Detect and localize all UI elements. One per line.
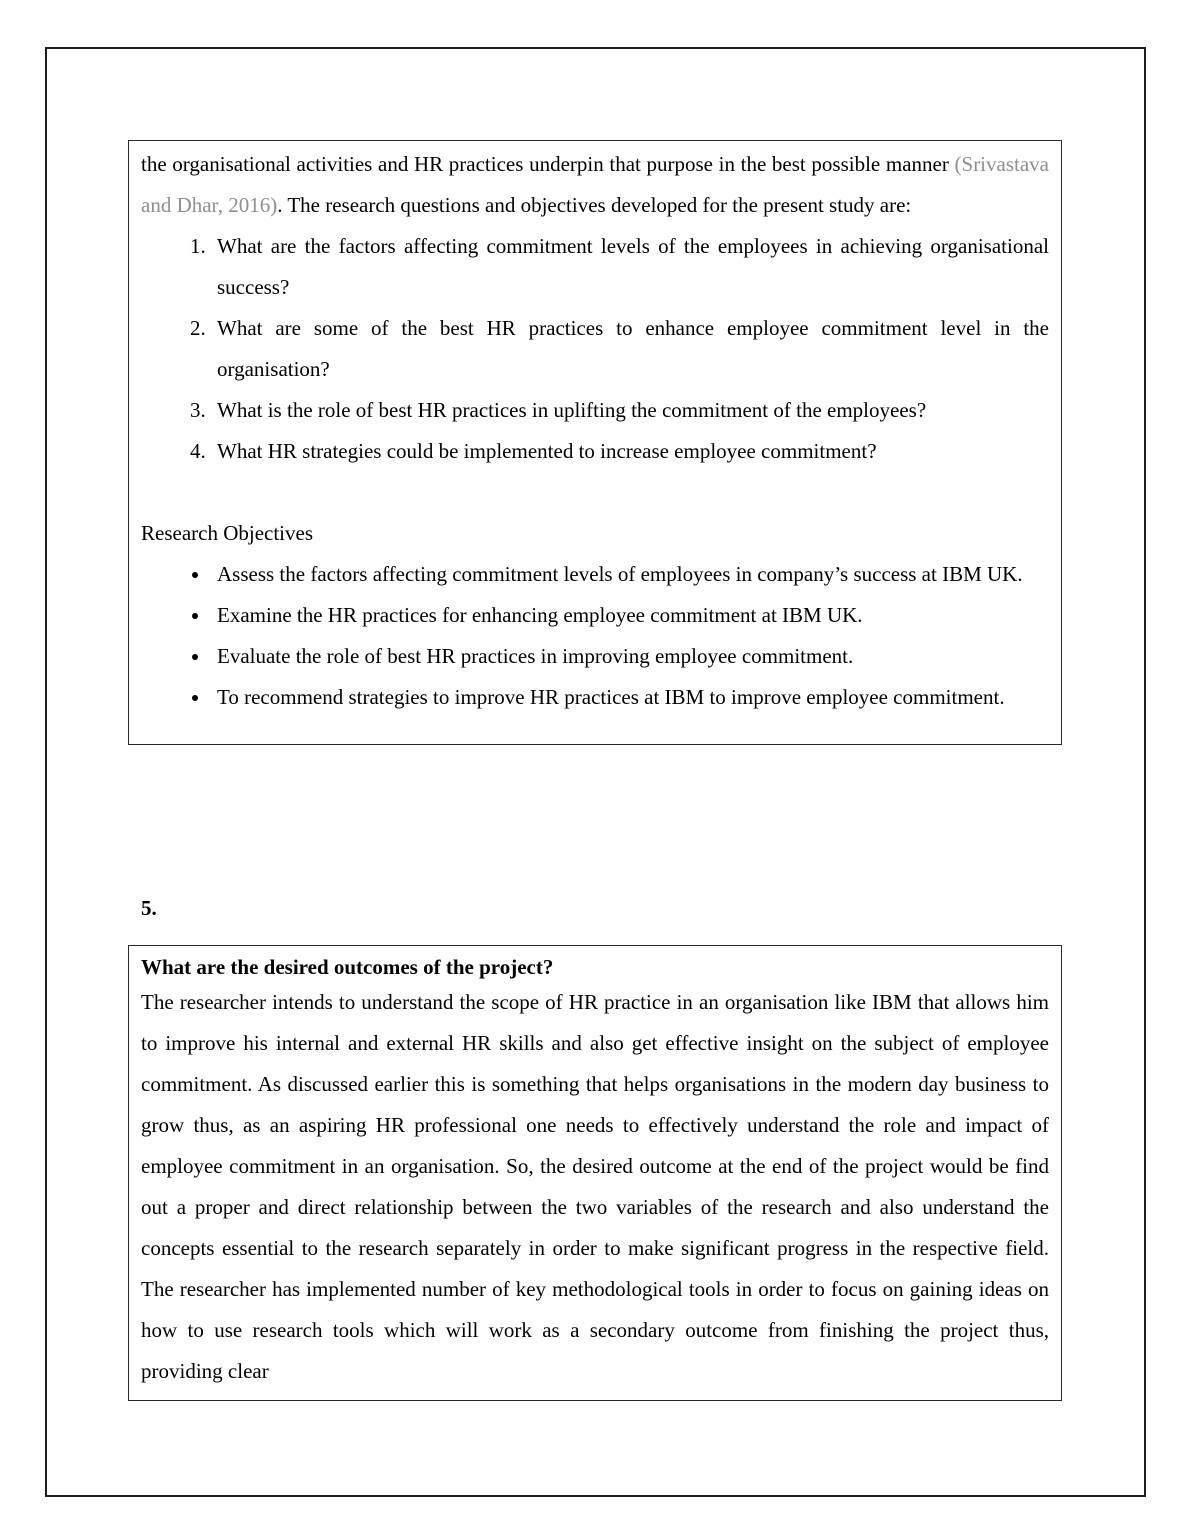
research-questions-list — [141, 226, 1049, 472]
research-question-item: 3. What is the role of best HR practices in uplifting the commitment of the employees? — [211, 390, 1049, 431]
desired-outcomes-box — [128, 945, 1062, 1401]
research-questions-box — [128, 140, 1062, 745]
research-objective-item: • Assess the factors affecting commitment levels of employees in company’s success at IBM UK. — [211, 554, 1049, 595]
research-question-item: 4. What HR strategies could be implemented to increase employee commitment? — [211, 431, 1049, 472]
section-number: 5. — [141, 896, 157, 920]
intro-text-after-citation: . The research questions and objectives developed for the present study are: — [277, 193, 912, 217]
research-question-item: 1. What are the factors affecting commitment levels of the employees in achieving organisational success? — [211, 226, 1049, 308]
research-objectives-list — [141, 554, 1049, 718]
research-objective-item: • Examine the HR practices for enhancing employee commitment at IBM UK. — [211, 595, 1049, 636]
research-objective-item: • Evaluate the role of best HR practices in improving employee commitment. — [211, 636, 1049, 677]
desired-outcomes-heading: What are the desired outcomes of the project? — [141, 955, 554, 979]
research-question-item: 2. What are some of the best HR practices to enhance employee commitment level in the organisation? — [211, 308, 1049, 390]
intro-text-before-citation: the organisational activities and HR practices underpin that purpose in the best possible manner — [141, 152, 955, 176]
research-objectives-heading: Research Objectives — [141, 521, 314, 545]
citation-text: (Srivastava and Dhar, 2016) — [141, 152, 1049, 217]
desired-outcomes-paragraph: The researcher intends to understand the scope of HR practice in an organisation like IBM that allows him to improve his internal and external HR skills and also get effective insight on the subject of employee commitment. As discussed earlier this is something that helps organisations in the modern day business to grow thus, as an aspiring HR professional one needs to effectively understand the role and impact of employee commitment in an organisation. So, the desired outcome at the end of the project would be find out a proper and direct relationship between the two variables of the research and also understand the concepts essential to the research separately in order to make significant progress in the respective field. The researcher has implemented number of key methodological tools in order to focus on gaining ideas on how to use research tools which will work as a secondary outcome from finishing the project thus, providing clear — [141, 990, 1049, 1383]
research-objective-item: • To recommend strategies to improve HR practices at IBM to improve employee commitment. — [211, 677, 1049, 718]
intro-paragraph — [141, 144, 1049, 226]
